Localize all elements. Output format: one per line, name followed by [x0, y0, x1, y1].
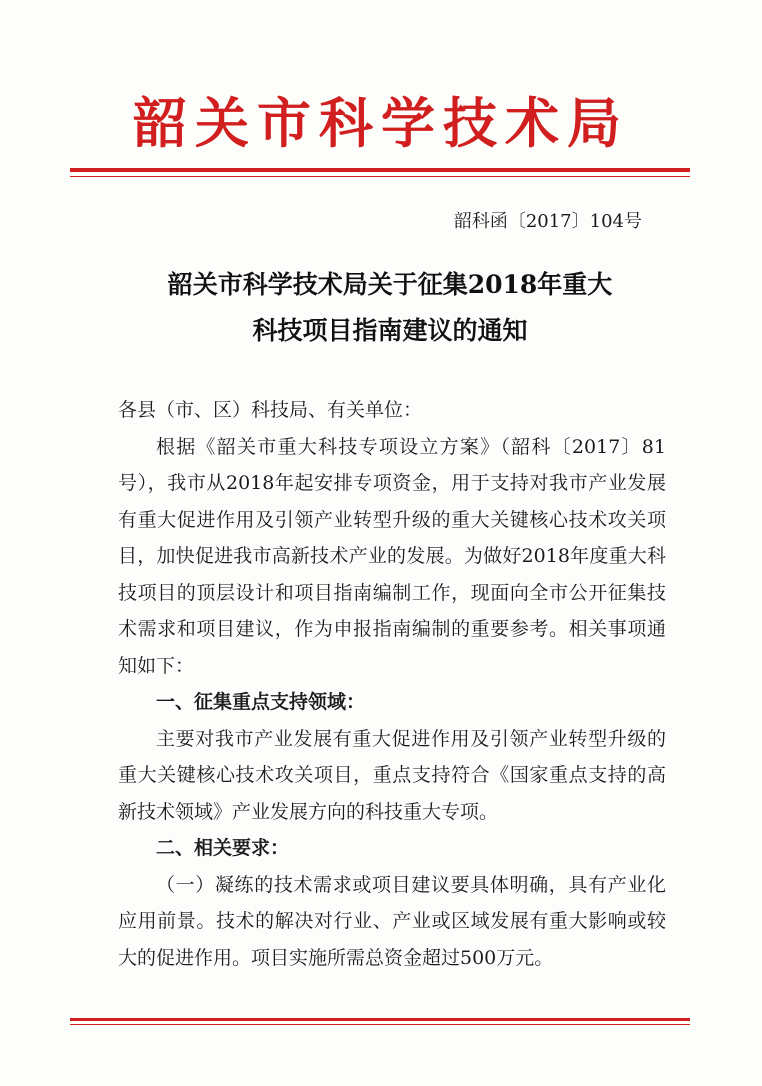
masthead-title: 韶关市科学技术局 — [133, 91, 629, 155]
section-1-heading: 一、征集重点支持领域： — [156, 691, 366, 713]
footer-rule-thick — [70, 1018, 690, 1021]
masthead-rule-thin — [70, 176, 690, 177]
section-2-heading: 二、相关要求： — [156, 837, 290, 859]
intro-paragraph: 根据《韶关市重大科技专项设立方案》（韶科〔2017〕81号），我市从2018年起安排专项资金，用于支持对我市产业发展有重大促进作用及引领产业转型升级的重大关键核心技术攻关项目，加快促进我市高新技术产业的发展。为做好2018年度重大科技项目的顶层设计和项目指南编制工作，现面向全市公开征集技术需求和项目建议，作为申报指南编制的重要参考。相关事项通知如下： — [118, 435, 666, 677]
document-title — [90, 262, 690, 354]
document-body — [118, 392, 666, 976]
document-title-line-2: 科技项目指南建议的通知 — [252, 316, 528, 345]
document-number: 韶科函〔2017〕104号 — [453, 211, 642, 232]
section-1-body: 主要对我市产业发展有重大促进作用及引领产业转型升级的重大关键核心技术攻关项目，重点支持符合《国家重点支持的高新技术领域》产业发展方向的科技重大专项。 — [118, 727, 666, 823]
section-2-item-1: （一）凝练的技术需求或项目建议要具体明确，具有产业化应用前景。技术的解决对行业、产业或区域发展有重大影响或较大的促进作用。项目实施所需总资金超过500万元。 — [118, 873, 666, 969]
salutation: 各县（市、区）科技局、有关单位： — [118, 399, 423, 421]
document-title-line-1: 韶关市科学技术局关于征集2018年重大 — [167, 270, 613, 299]
footer-rule-thin — [70, 1024, 690, 1025]
masthead-rule-thick — [70, 168, 690, 172]
